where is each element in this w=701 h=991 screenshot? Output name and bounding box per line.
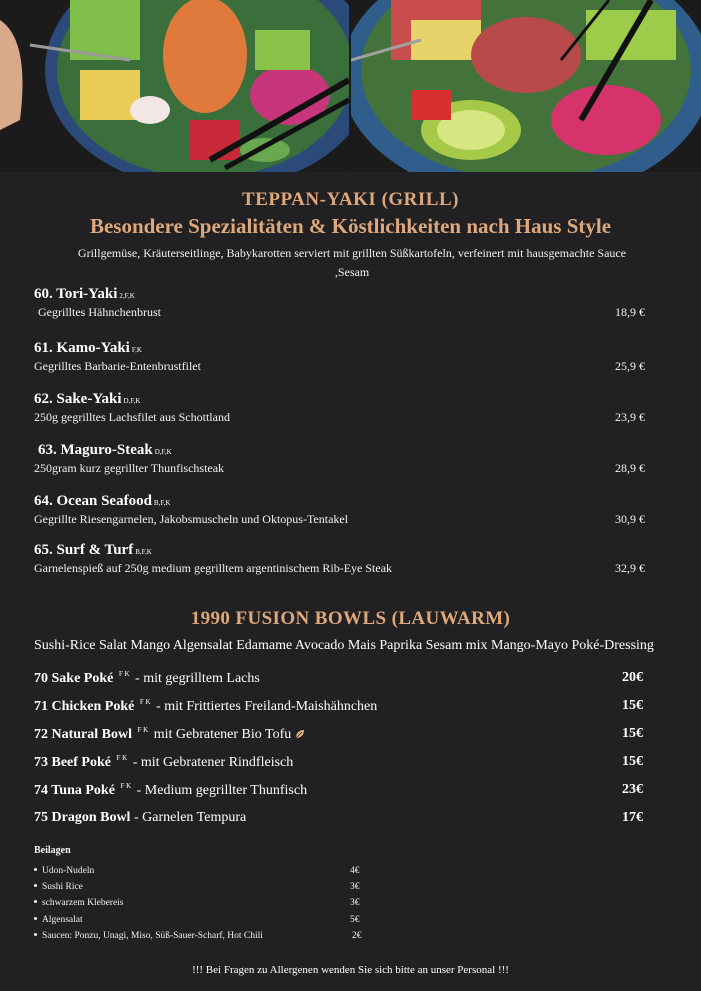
bowl-item-name: 72 Natural Bowl bbox=[34, 727, 132, 742]
bowl-item bbox=[34, 810, 246, 826]
menu-item-price: 28,9 € bbox=[615, 461, 645, 475]
bowl-item bbox=[34, 754, 293, 771]
bowl-item-name: 74 Tuna Poké bbox=[34, 783, 115, 798]
bullet-icon bbox=[34, 884, 37, 887]
allergen-code: D,F,K bbox=[154, 448, 172, 456]
menu-item-name: 64. Ocean Seafood B,F,K bbox=[34, 493, 171, 509]
menu-item-description: 250gram kurz gegrillter Thunfischsteak bbox=[34, 461, 225, 475]
bowl-item-price: 15€ bbox=[622, 726, 643, 741]
allergen-code: B,F,K bbox=[153, 499, 171, 507]
allergen-code: F,K bbox=[131, 346, 142, 354]
bowl-item-price: 20€ bbox=[622, 670, 643, 685]
bowl-item-price: 23€ bbox=[622, 782, 643, 797]
bowls-section-title: 1990 FUSION BOWLS (LAUWARM) bbox=[190, 608, 511, 629]
hero-images bbox=[0, 0, 701, 172]
bullet-icon bbox=[34, 917, 37, 920]
bowl-item bbox=[34, 698, 377, 715]
allergen-code: 2,F,K bbox=[119, 292, 135, 300]
grill-section-subtitle: Besondere Spezialitäten & Köstlichkeiten nach Haus Style bbox=[89, 214, 612, 238]
menu-item-description: Garnelenspieß auf 250g medium gegrilltem argentinischem Rib-Eye Steak bbox=[34, 561, 393, 575]
menu-item-price: 32,9 € bbox=[615, 561, 645, 575]
side-item-price: 5€ bbox=[350, 915, 360, 925]
allergen-code: F K bbox=[137, 726, 149, 734]
bowl-item bbox=[34, 670, 260, 687]
allergen-notice: !!! Bei Fragen zu Allergenen wenden Sie sich bitte an unser Personal !!! bbox=[192, 964, 509, 976]
bowl-item-name: 75 Dragon Bowl bbox=[34, 810, 131, 825]
bowl-item-description: - mit Gebratener Rindfleisch bbox=[132, 755, 294, 770]
bowl-item-description: mit Gebratener Bio Tofu bbox=[153, 727, 292, 742]
allergen-code: B,F,K bbox=[135, 548, 152, 556]
menu-item-name: 63. Maguro-Steak D,F,K bbox=[38, 442, 172, 458]
menu-item-name: 65. Surf & Turf B,F,K bbox=[34, 542, 152, 558]
grill-section-title: TEPPAN-YAKI (GRILL) bbox=[242, 189, 459, 210]
bullet-icon bbox=[34, 900, 37, 903]
allergen-code: D,F,K bbox=[123, 397, 141, 405]
side-item: Saucen: Ponzu, Unagi, Miso, Süß-Sauer-Scharf, Hot Chili bbox=[34, 931, 263, 941]
leaf-icon bbox=[295, 729, 305, 739]
sides-title: Beilagen bbox=[34, 845, 71, 856]
menu-item-price: 18,9 € bbox=[615, 305, 645, 319]
menu-item-price: 25,9 € bbox=[615, 359, 645, 373]
menu-item-description: Gegrillte Riesengarnelen, Jakobsmuscheln und Oktopus-Tentakel bbox=[34, 512, 349, 526]
allergen-code: F K bbox=[116, 754, 128, 762]
menu-item-price: 23,9 € bbox=[615, 410, 645, 424]
bowl-item-description: - mit gegrilltem Lachs bbox=[135, 671, 260, 686]
bowl-item bbox=[34, 782, 307, 799]
bowl-item bbox=[34, 726, 305, 743]
bowl-item-price: 15€ bbox=[622, 698, 643, 713]
bullet-icon bbox=[34, 933, 37, 936]
side-item-price: 2€ bbox=[352, 931, 362, 941]
bullet-icon bbox=[34, 868, 37, 871]
side-item: Sushi Rice bbox=[34, 882, 83, 892]
bowl-item-name: 73 Beef Poké bbox=[34, 755, 111, 770]
side-item: schwarzem Klebereis bbox=[34, 898, 124, 908]
bowls-section-description: Sushi-Rice Salat Mango Algensalat Edamame Avocado Mais Paprika Sesam mix Mango-Mayo Poké-Dressing bbox=[34, 638, 654, 653]
menu-item-price: 30,9 € bbox=[615, 512, 645, 526]
bowl-item-price: 17€ bbox=[622, 810, 643, 825]
poke-bowl-salmon-photo bbox=[0, 0, 349, 172]
bowl-item-description: - mit Frittiertes Freiland-Maishähnchen bbox=[156, 699, 378, 714]
allergen-code: F K bbox=[139, 698, 151, 706]
side-item-price: 4€ bbox=[350, 866, 360, 876]
menu-item-description: Gegrilltes Hähnchenbrust bbox=[38, 305, 161, 319]
menu-item-description: 250g gegrilltes Lachsfilet aus Schottland bbox=[34, 410, 230, 424]
bowl-item-name: 70 Sake Poké bbox=[34, 671, 114, 686]
menu-item-name: 60. Tori-Yaki 2,F,K bbox=[34, 286, 135, 302]
menu-item-name: 62. Sake-Yaki D,F,K bbox=[34, 391, 141, 407]
allergen-code: F K bbox=[118, 670, 130, 678]
side-item-price: 3€ bbox=[350, 882, 360, 892]
menu-item-description: Gegrilltes Barbarie-Entenbrustfilet bbox=[34, 359, 201, 373]
bowl-item-description: - Garnelen Tempura bbox=[133, 810, 247, 825]
allergen-code: F K bbox=[120, 782, 132, 790]
grill-section-description: Grillgemüse, Kräuterseitlinge, Babykarotten serviert mit grillten Süßkartofeln, verfeinert mit hausgemachte Sauce ,Sesam bbox=[77, 246, 627, 279]
bowl-item-price: 15€ bbox=[622, 754, 643, 769]
poke-bowl-tuna-photo bbox=[351, 0, 701, 172]
bowl-item-description: - Medium gegrillter Thunfisch bbox=[136, 783, 308, 798]
side-item: Algensalat bbox=[34, 915, 83, 925]
side-item-price: 3€ bbox=[350, 898, 360, 908]
bowl-item-name: 71 Chicken Poké bbox=[34, 699, 135, 714]
menu-item-name: 61. Kamo-Yaki F,K bbox=[34, 340, 142, 356]
side-item: Udon-Nudeln bbox=[34, 866, 94, 876]
